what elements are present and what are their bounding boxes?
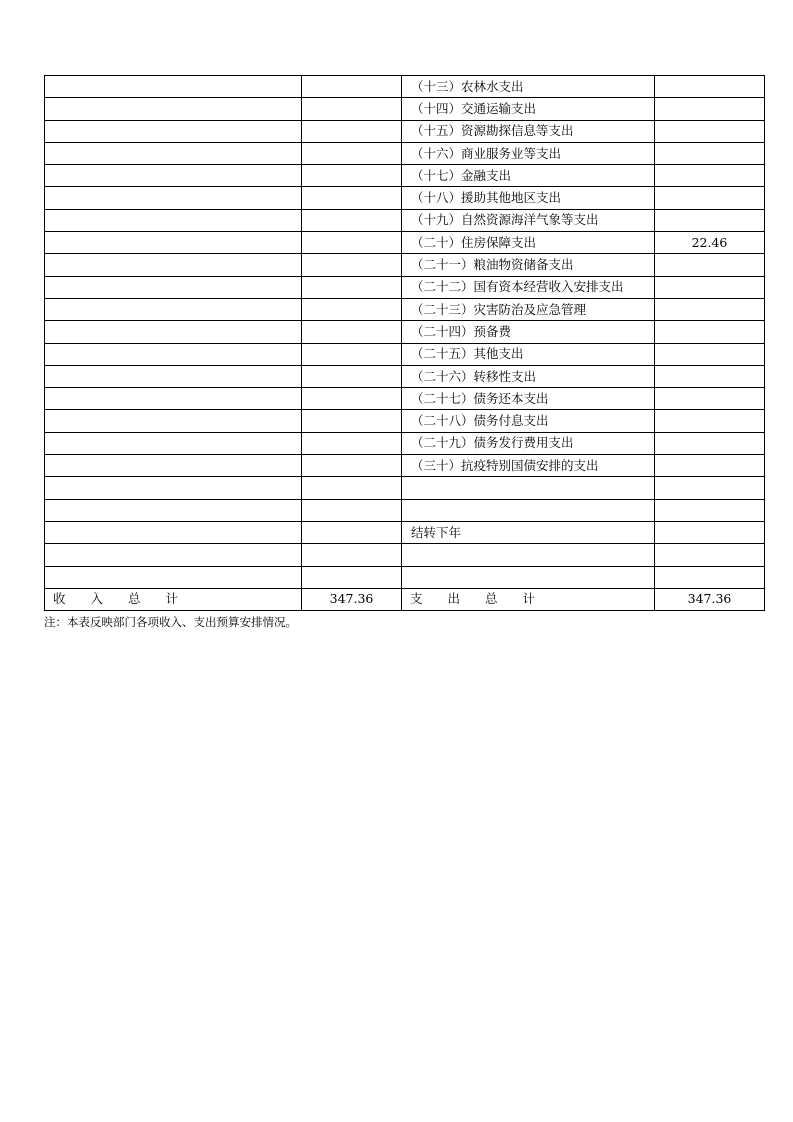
- expense-item-cell: （十九）自然资源海洋气象等支出: [402, 209, 655, 231]
- income-amount-cell: [302, 209, 402, 231]
- income-item-cell: [45, 142, 302, 164]
- income-amount-cell: [302, 477, 402, 499]
- table-row: [45, 254, 765, 276]
- table-row: [45, 499, 765, 521]
- income-amount-cell: [302, 432, 402, 454]
- expense-item-cell: （二十三）灾害防治及应急管理: [402, 298, 655, 320]
- income-item-cell: [45, 254, 302, 276]
- table-row: [45, 343, 765, 365]
- income-item-cell: [45, 120, 302, 142]
- income-amount-cell: [302, 388, 402, 410]
- income-amount-cell: [302, 142, 402, 164]
- table-footnote: 注：本表反映部门各项收入、支出预算安排情况。: [44, 615, 297, 629]
- income-item-cell: [45, 76, 302, 98]
- expense-item-cell: （二十四）预备费: [402, 321, 655, 343]
- expense-amount-cell: [655, 142, 765, 164]
- income-amount-cell: [302, 187, 402, 209]
- income-amount-cell: [302, 455, 402, 477]
- expense-amount-cell: [655, 521, 765, 543]
- table-row: [45, 142, 765, 164]
- expense-total-amount: 347.36: [655, 588, 765, 610]
- expense-item-cell: （十三）农林水支出: [402, 76, 655, 98]
- expense-amount-cell: [655, 432, 765, 454]
- expense-item-cell: （二十八）债务付息支出: [402, 410, 655, 432]
- table-row: [45, 98, 765, 120]
- expense-item-cell: [402, 477, 655, 499]
- expense-amount-cell: [655, 321, 765, 343]
- budget-table-body: [45, 76, 765, 611]
- income-amount-cell: [302, 566, 402, 588]
- income-amount-cell: [302, 365, 402, 387]
- expense-amount-cell: [655, 410, 765, 432]
- income-item-cell: [45, 566, 302, 588]
- expense-item-cell: （十六）商业服务业等支出: [402, 142, 655, 164]
- expense-item-cell: （二十一）粮油物资储备支出: [402, 254, 655, 276]
- expense-item-cell: （二十九）债务发行费用支出: [402, 432, 655, 454]
- income-item-cell: [45, 388, 302, 410]
- expense-item-cell: （二十六）转移性支出: [402, 365, 655, 387]
- table-row: [45, 232, 765, 254]
- table-row: [45, 76, 765, 98]
- table-row: [45, 165, 765, 187]
- expense-item-cell: （二十二）国有资本经营收入安排支出: [402, 276, 655, 298]
- expense-amount-cell: [655, 365, 765, 387]
- income-item-cell: [45, 455, 302, 477]
- expense-amount-cell: [655, 343, 765, 365]
- budget-table: [44, 75, 765, 611]
- budget-table-container: [44, 75, 755, 611]
- expense-item-cell: [402, 544, 655, 566]
- income-total-amount: 347.36: [302, 588, 402, 610]
- income-item-cell: [45, 410, 302, 432]
- income-item-cell: [45, 187, 302, 209]
- table-row: [45, 209, 765, 231]
- income-amount-cell: [302, 298, 402, 320]
- expense-amount-cell: [655, 76, 765, 98]
- table-row: [45, 544, 765, 566]
- table-row: [45, 388, 765, 410]
- income-amount-cell: [302, 276, 402, 298]
- table-row: [45, 365, 765, 387]
- income-item-cell: [45, 321, 302, 343]
- table-row: [45, 276, 765, 298]
- table-row: [45, 566, 765, 588]
- totals-row: [45, 588, 765, 610]
- income-amount-cell: [302, 321, 402, 343]
- expense-item-cell: （二十五）其他支出: [402, 343, 655, 365]
- table-row: [45, 187, 765, 209]
- table-row: [45, 298, 765, 320]
- expense-amount-cell: [655, 388, 765, 410]
- income-item-cell: [45, 343, 302, 365]
- expense-total-label: 支 出 总 计: [402, 588, 655, 610]
- table-row: [45, 321, 765, 343]
- expense-item-cell: （十五）资源勘探信息等支出: [402, 120, 655, 142]
- table-row: [45, 521, 765, 543]
- expense-item-cell: （三十）抗疫特别国债安排的支出: [402, 455, 655, 477]
- table-row: [45, 410, 765, 432]
- expense-item-cell: （十八）援助其他地区支出: [402, 187, 655, 209]
- income-item-cell: [45, 432, 302, 454]
- table-row: [45, 477, 765, 499]
- income-item-cell: [45, 165, 302, 187]
- expense-amount-cell: [655, 499, 765, 521]
- income-amount-cell: [302, 98, 402, 120]
- income-amount-cell: [302, 76, 402, 98]
- expense-amount-cell: [655, 254, 765, 276]
- expense-amount-cell: [655, 477, 765, 499]
- expense-item-cell: （二十）住房保障支出: [402, 232, 655, 254]
- expense-amount-cell: [655, 455, 765, 477]
- expense-amount-cell: [655, 566, 765, 588]
- expense-amount-cell: 22.46: [655, 232, 765, 254]
- income-amount-cell: [302, 165, 402, 187]
- income-amount-cell: [302, 120, 402, 142]
- table-row: [45, 432, 765, 454]
- income-amount-cell: [302, 499, 402, 521]
- income-amount-cell: [302, 544, 402, 566]
- expense-amount-cell: [655, 276, 765, 298]
- income-amount-cell: [302, 232, 402, 254]
- income-item-cell: [45, 477, 302, 499]
- income-item-cell: [45, 98, 302, 120]
- income-item-cell: [45, 521, 302, 543]
- income-amount-cell: [302, 343, 402, 365]
- expense-item-cell: （十四）交通运输支出: [402, 98, 655, 120]
- expense-item-cell: （十七）金融支出: [402, 165, 655, 187]
- expense-amount-cell: [655, 187, 765, 209]
- expense-amount-cell: [655, 544, 765, 566]
- expense-item-cell: [402, 499, 655, 521]
- income-item-cell: [45, 276, 302, 298]
- income-item-cell: [45, 232, 302, 254]
- expense-amount-cell: [655, 298, 765, 320]
- table-row: [45, 120, 765, 142]
- expense-amount-cell: [655, 209, 765, 231]
- expense-item-cell: 结转下年: [402, 521, 655, 543]
- expense-amount-cell: [655, 120, 765, 142]
- income-item-cell: [45, 499, 302, 521]
- expense-item-cell: （二十七）债务还本支出: [402, 388, 655, 410]
- income-item-cell: [45, 365, 302, 387]
- income-item-cell: [45, 544, 302, 566]
- expense-item-cell: [402, 566, 655, 588]
- expense-amount-cell: [655, 165, 765, 187]
- income-amount-cell: [302, 410, 402, 432]
- table-row: [45, 455, 765, 477]
- income-item-cell: [45, 298, 302, 320]
- income-amount-cell: [302, 254, 402, 276]
- income-item-cell: [45, 209, 302, 231]
- income-total-label: 收 入 总 计: [45, 588, 302, 610]
- income-amount-cell: [302, 521, 402, 543]
- expense-amount-cell: [655, 98, 765, 120]
